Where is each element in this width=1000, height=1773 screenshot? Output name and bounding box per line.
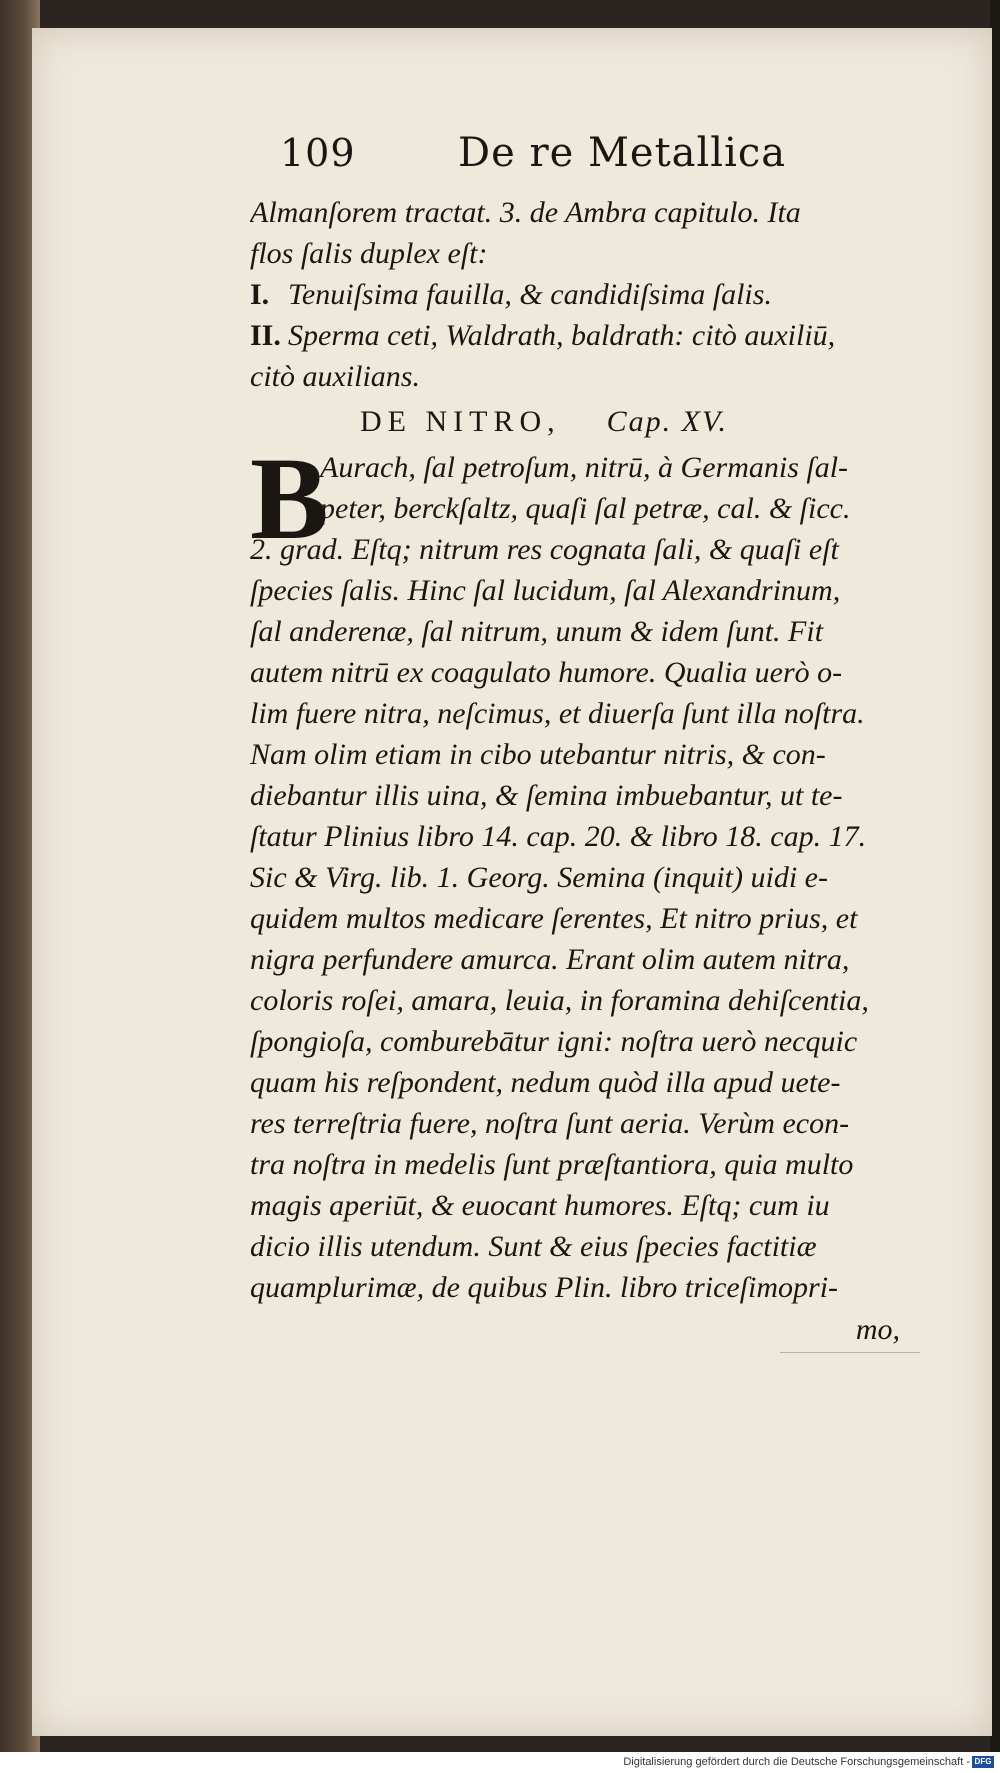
text-line: ſpongioſa, comburebātur igni: noſtra uerò necquic <box>250 1025 858 1058</box>
text-line: coloris roſei, amara, leuia, in foramina dehiſcentia, <box>250 984 869 1017</box>
paragraph <box>250 529 920 1308</box>
text-line: 2. grad. Eſtq; nitrum res cognata ſali, & quaſi eſt <box>250 533 839 566</box>
item-text: Tenuiſsima fauilla, & candidiſsima ſalis. <box>288 278 772 311</box>
text-line: citò auxilians. <box>250 360 420 393</box>
text-line: magis aperiūt, & euocant humores. Eſtq; cum iu <box>250 1189 830 1222</box>
text-line: ſtatur Plinius libro 14. cap. 20. & libro 18. cap. 17. <box>250 820 867 853</box>
item-number: I. <box>250 278 270 311</box>
numbered-item <box>250 274 920 315</box>
chapter-number: Cap. XV. <box>606 405 728 438</box>
chapter-heading <box>280 397 920 447</box>
text-line: flos ſalis duplex eſt: <box>250 237 488 270</box>
text-line: quidem multos medicare ſerentes, Et nitro prius, et <box>250 902 858 935</box>
text-line: Aurach, ſal petroſum, nitrū, à Germanis ſal- <box>320 451 849 484</box>
text-line: nigra perfundere amurca. Erant olim autem nitra, <box>250 943 850 976</box>
text-line: diebantur illis uina, & ſemina imbuebantur, ut te- <box>250 779 843 812</box>
text-line: tra noſtra in medelis ſunt præſtantiora, quia multo <box>250 1148 854 1181</box>
footer <box>0 1752 1000 1773</box>
text-line: lim fuere nitra, neſcimus, et diuerſa ſunt illa noſtra. <box>250 697 865 730</box>
text-line: Almanſorem tractat. 3. de Ambra capitulo. Ita <box>250 196 801 229</box>
text-line: autem nitrū ex coagulato humore. Qualia uerò o- <box>250 656 843 689</box>
text-line: quamplurimæ, de quibus Plin. libro triceſimopri- <box>250 1271 839 1304</box>
text-line: res terreſtria fuere, noſtra ſunt aeria. Verùm econ- <box>250 1107 850 1140</box>
text-line: quam his reſpondent, nedum quòd illa apud uete- <box>250 1066 841 1099</box>
item-text: Sperma ceti, Waldrath, baldrath: citò auxiliū, <box>288 319 836 352</box>
item-number: II. <box>250 319 281 352</box>
running-head <box>280 130 920 192</box>
drop-cap: B <box>250 433 329 564</box>
text-line: ſal anderenæ, ſal nitrum, unum & idem ſunt. Fit <box>250 615 824 648</box>
text-line: Nam olim etiam in cibo utebantur nitris, & con- <box>250 738 826 771</box>
catchword: mo, <box>780 1308 920 1353</box>
running-title: De re Metallica <box>458 130 787 176</box>
text-line: peter, berckſaltz, quaſi ſal petræ, cal. & ſicc. <box>320 492 851 525</box>
footer-credit: Digitalisierung gefördert durch die Deutsche Forschungsgemeinschaft - <box>623 1756 970 1768</box>
text-line: dicio illis utendum. Sunt & eius ſpecies factitiæ <box>250 1230 817 1263</box>
numbered-item <box>250 315 920 356</box>
text-line: Sic & Virg. lib. 1. Georg. Semina (inquit) uidi e- <box>250 861 828 894</box>
chapter-title: DE NITRO, <box>360 405 561 438</box>
text-block <box>250 130 920 1353</box>
text-line: ſpecies ſalis. Hinc ſal lucidum, ſal Alexandrinum, <box>250 574 841 607</box>
page-number: 109 <box>280 131 356 175</box>
dfg-logo: DFG <box>972 1756 994 1768</box>
